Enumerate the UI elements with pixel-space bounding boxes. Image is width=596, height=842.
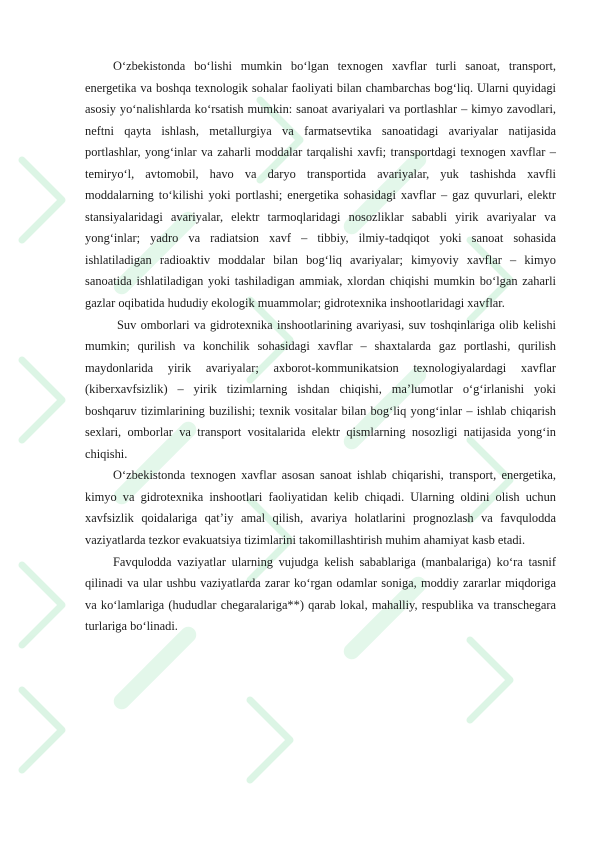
paragraph: O‘zbekistonda texnogen xavflar asosan sanoat ishlab chiqarishi, transport, energetika, kimyo va gidrotexnika inshootlari faoliyatidan kelib chiqadi. Ularning oldini olish uchun xavfsizlik qoidalariga qat’iy amal qilish, avariya holatlarini prognozlash va favqulodda vaziyatlarda tezkor evakuatsiya tizimlarini takomillashtirish muhim ahamiyat kasb etadi. (85, 468, 556, 548)
watermark-chevron (22, 565, 62, 645)
paragraph: O‘zbekistonda bo‘lishi mumkin bo‘lgan texnogen xavflar turli sanoat, transport, energetika va boshqa texnologik sohalar faoliyati bilan chambarchas bog‘liq. Ularni quyidagi asosiy yo‘nalishlarda ko‘rsatish mumkin: sanoat avariyalari va portlashlar – kimyo zavodlari, neftni qayta ishlash, metallurgiya va farmatsevtika sanoatidagi avariyalar natijasida portlashlar, yong‘inlar va zaharli moddalar tarqalishi xavfi; transportdagi texnogen xavflar – temiryo‘l, avtomobil, havo va daryo transportida avariyalar, yuk tashishda xavfli moddalarning to‘kilishi yoki portlashi; energetika sohasidagi xavflar – gaz quvurlari, elektr stansiyalaridagi avariyalar, elektr tarmoqlaridagi nosozliklar sababli yirik avariyalar va yong‘inlar; yadro va radiatsion xavf – tibbiy, ilmiy-tadqiqot yoki sanoat sohasida ishlatiladigan radioaktiv moddalar bilan bog‘liq avariyalar; kimyoviy xavflar – kimyo sanoatida ishlatiladigan yoki tashiladigan ammiak, xlordan chiqishi mumkin bo‘lgan zaharli gazlar oqibatida hududiy ekologik muammolar; gidrotexnika inshootlaridagi xavflar. (85, 59, 556, 311)
paragraph: Suv omborlari va gidrotexnika inshootlarining avariyasi, suv toshqinlariga olib kelishi mumkin; qurilish va konchilik sohasidagi xavflar – shaxtalarda gaz portlashi, qurilish maydonlarida yirik avariyalar; axborot-kommunikatsion texnologiyalardagi xavflar (kiberxavfsizlik) – yirik tizimlarning ishdan chiqishi, ma’lumotlar o‘g‘irlanishi yoki boshqaruv tizimlarining buzilishi; texnik vositalar bilan bog‘liq yong‘inlar – ishlab chiqarish sexlari, omborlar va transport vositalarida elektr qismlarning nosozligi natijasida yong‘in chiqishi. (85, 317, 556, 461)
watermark-chevron (22, 690, 62, 770)
watermark-chevron (250, 700, 290, 780)
watermark-chevron (470, 640, 510, 720)
watermark-chevron (22, 160, 62, 240)
watermark-chevron (22, 360, 62, 440)
document-body (85, 56, 556, 638)
paragraph: Favqulodda vaziyatlar ularning vujudga kelish sabablariga (manbalariga) ko‘ra tasnif qilinadi va ular ushbu vaziyatlarda zarar ko‘rgan odamlar soniga, moddiy zararlar miqdoriga va ko‘lamlariga (hududlar chegaralariga**) qarab lokal, mahalliy, respublika va transchegara turlariga bo‘linadi. (85, 554, 556, 634)
